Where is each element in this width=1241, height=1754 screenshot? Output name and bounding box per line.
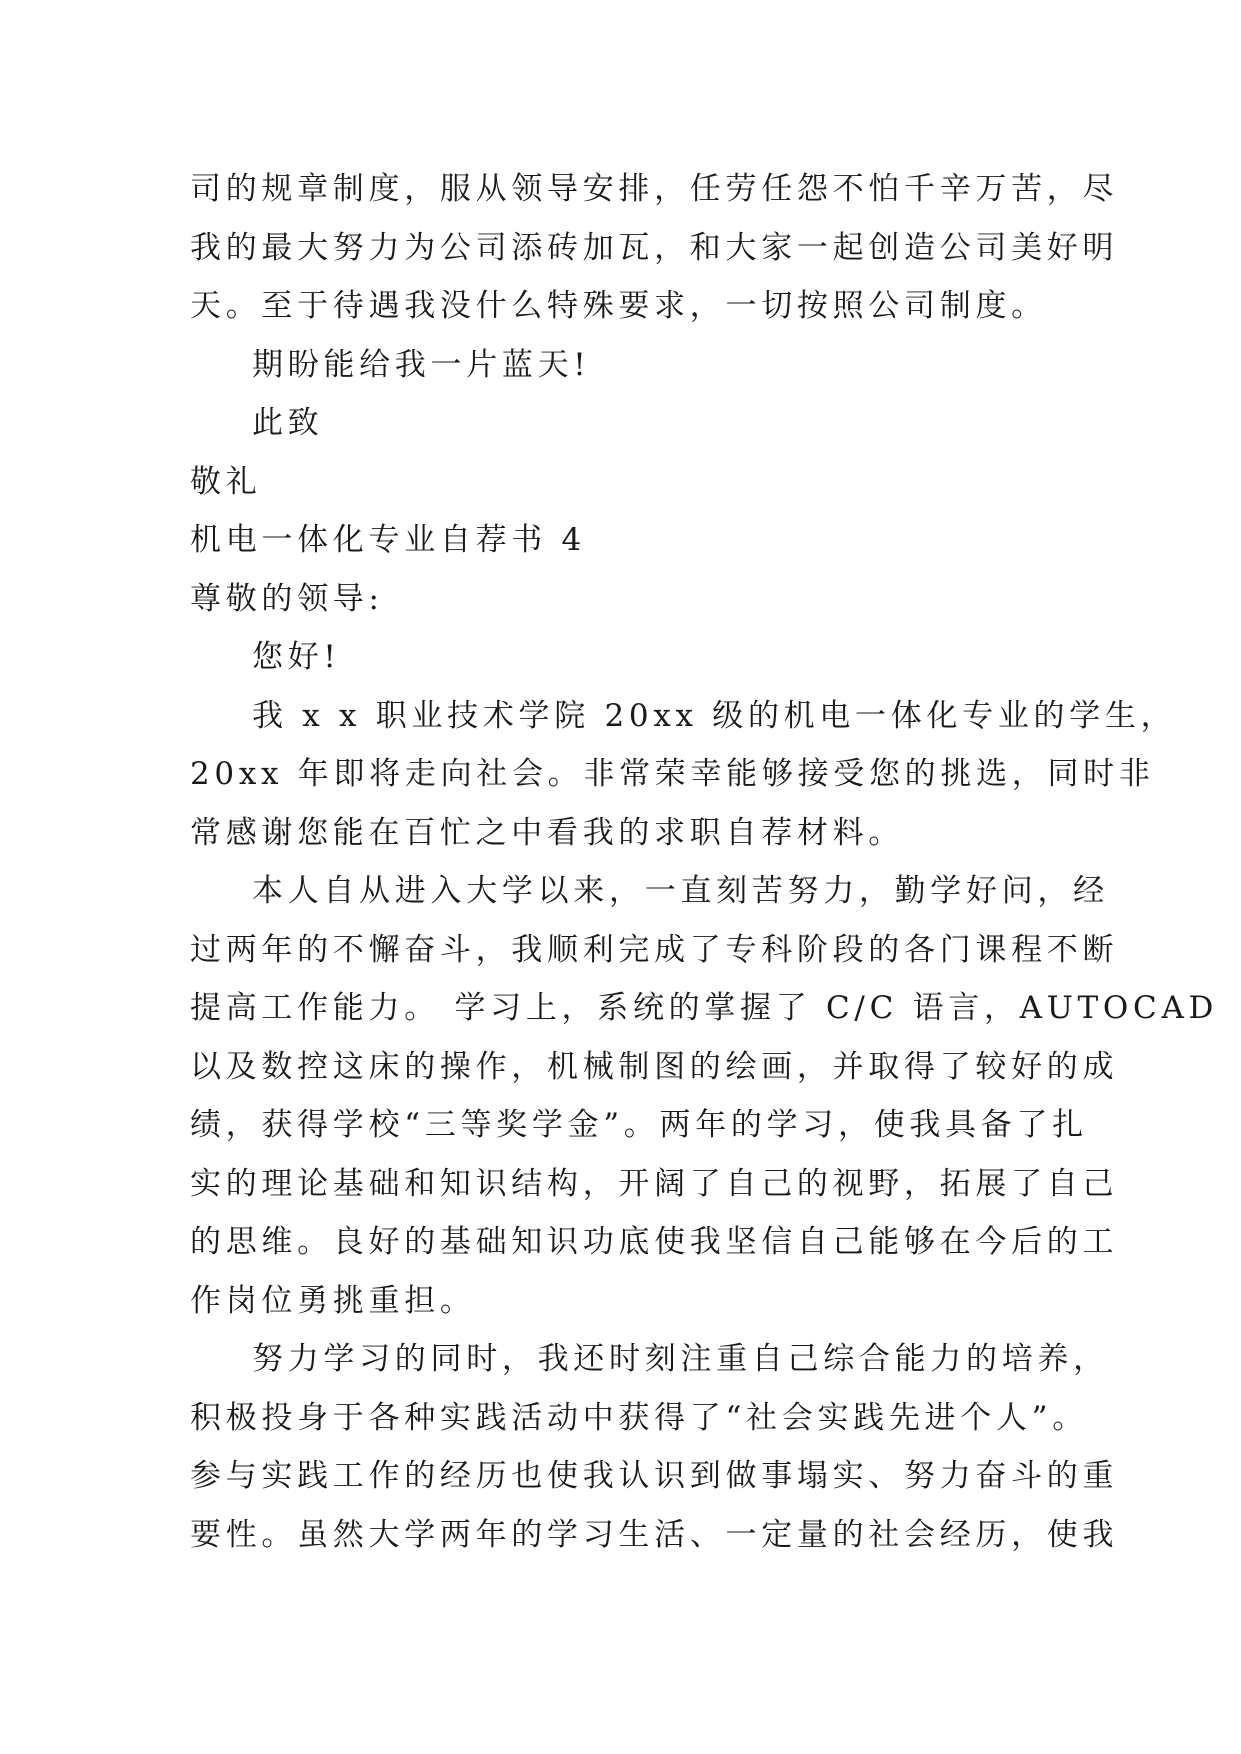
document-body [190,160,1219,1564]
text-line: 积极投身于各种实践活动中获得了“社会实践先进个人”。 [190,1399,1088,1436]
text-line: 我 x x 职业技术学院 20xx 级的机电一体化专业的学生， [252,697,1177,734]
text-line: 过两年的不懈奋斗，我顺利完成了专科阶段的各门课程不断 [190,931,1119,968]
section-title: 机电一体化专业自荐书 4 [190,522,586,558]
closing-salutation: 敬礼 [190,463,262,500]
text-line: 提高工作能力。 学习上，系统的掌握了 C/C 语言，AUTOCAD [190,990,1219,1026]
greeting: 您好! [252,639,341,675]
text-line: 实的理论基础和知识结构，开阔了自己的视野，拓展了自己 [190,1165,1119,1202]
text-line: 的思维。良好的基础知识功底使我坚信自己能够在今后的工 [190,1224,1119,1260]
text-line: 司的规章制度，服从领导安排，任劳任怨不怕千辛万苦，尽 [190,171,1119,207]
text-line: 作岗位勇挑重担。 [190,1282,476,1319]
text-line: 本人自从进入大学以来，一直刻苦努力，勤学好问，经 [252,873,1109,909]
text-line: 要性。虽然大学两年的学习生活、一定量的社会经历，使我 [190,1516,1119,1553]
text-line: 20xx 年即将走向社会。非常荣幸能够接受您的挑选，同时非 [190,756,1155,792]
closing-salutation: 此致 [252,405,324,441]
text-line: 天。至于待遇我没什么特殊要求，一切按照公司制度。 [190,288,1047,324]
text-line: 期盼能给我一片蓝天! [252,346,591,383]
text-line: 绩，获得学校“三等奖学金”。两年的学习，使我具备了扎 [190,1107,1088,1143]
text-line: 以及数控这床的操作，机械制图的绘画，并取得了较好的成 [190,1048,1119,1085]
text-line: 常感谢您能在百忙之中看我的求职自荐材料。 [190,814,904,851]
text-line: 参与实践工作的经历也使我认识到做事塌实、努力奋斗的重 [190,1458,1119,1494]
greeting-addressee: 尊敬的领导: [190,580,384,617]
text-line: 努力学习的同时，我还时刻注重自己综合能力的培养， [252,1341,1109,1377]
text-line: 我的最大努力为公司添砖加瓦，和大家一起创造公司美好明 [190,229,1119,266]
